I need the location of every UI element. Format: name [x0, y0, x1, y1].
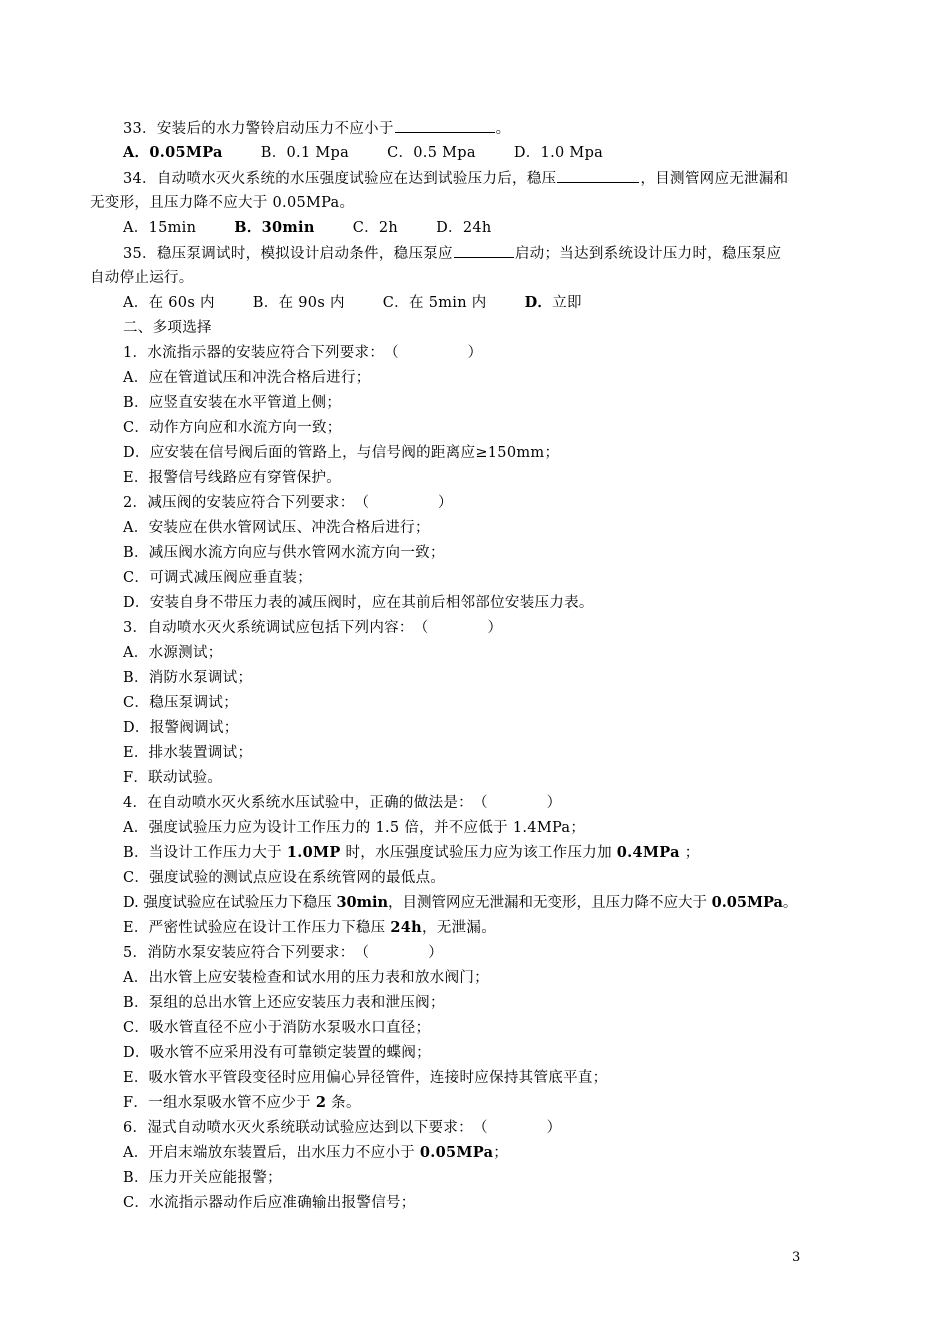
q33-option-c: C．0.5 Mpa	[387, 145, 476, 161]
q34-options	[123, 218, 530, 238]
q34-stem-a: 34．自动喷水灭火系统的水压强度试验应在达到试验压力后，稳压	[123, 171, 557, 187]
q34-option-d: D．24h	[436, 220, 492, 236]
mq3-item-c: C．稳压泵调试；	[123, 695, 238, 711]
q33-option-d: D．1.0 Mpa	[513, 145, 604, 161]
mq3-stem: 3．自动喷水灭火系统调试应包括下列内容：（ ）	[123, 620, 503, 636]
mq1-item-c: C．动作方向应和水流方向一致；	[123, 420, 342, 436]
mq3-item-e: E．排水装置调试；	[123, 745, 253, 761]
mq6-item-b: B．压力开关应能报警；	[123, 1170, 282, 1186]
q35-stem-line2: 自动停止运行。	[90, 270, 194, 286]
mq3-item-f: F．联动试验。	[123, 770, 223, 786]
mq4-item-a: A．强度试验压力应为设计工作压力的 1.5 倍，并不应低于 1.4MPa；	[123, 820, 586, 836]
mq6-stem: 6．湿式自动喷水灭火系统联动试验应达到以下要求：（ ）	[123, 1120, 562, 1136]
q33-option-b: B．0.1 Mpa	[260, 145, 350, 161]
q34-stem-b: ，目测管网应无泄漏和	[640, 171, 789, 187]
mq1-stem: 1．水流指示器的安装应符合下列要求：（ ）	[123, 345, 483, 361]
question-35	[123, 243, 781, 264]
q35-stem-a: 35．稳压泵调试时，模拟设计启动条件，稳压泵应	[123, 246, 453, 262]
mq2-item-c: C．可调式减压阀应垂直装；	[123, 570, 312, 586]
mq1-item-a: A．应在管道试压和冲洗合格后进行；	[123, 370, 371, 386]
mq3-item-d: D．报警阀调试；	[123, 720, 239, 736]
q33-option-a: A．0.05MPa	[123, 144, 223, 161]
q35-options	[123, 293, 620, 313]
q35-option-b: B．在 90s 内	[252, 295, 345, 311]
question-34	[123, 168, 788, 189]
mq3-item-a: A．水源测试；	[123, 645, 223, 661]
mq5-item-f: F．一组水泵吸水管不应少于 2 条。	[123, 1094, 361, 1111]
mq4-item-b: B．当设计工作压力大于 1.0MP 时，水压强度试验压力应为该工作压力加 0.4MPa ；	[123, 844, 700, 861]
q35-blank	[454, 243, 514, 258]
q34-option-b: B．30min	[234, 219, 315, 236]
mq5-item-b: B．泵组的总出水管上还应安装压力表和泄压阀；	[123, 995, 445, 1011]
mq2-stem: 2．减压阀的安装应符合下列要求：（ ）	[123, 495, 453, 511]
q33-stem-end: 。	[495, 121, 511, 137]
q35-stem-b: 启动；当达到系统设计压力时，稳压泵应	[514, 246, 782, 262]
mq6-item-a: A．开启末端放东装置后，出水压力不应小于 0.05MPa；	[123, 1144, 509, 1161]
mq4-stem: 4．在自动喷水灭火系统水压试验中，正确的做法是：（ ）	[123, 795, 562, 811]
mq4-item-c: C．强度试验的测试点应设在系统管网的最低点。	[123, 870, 446, 886]
mq4-item-e: E．严密性试验应在设计工作压力下稳压 24h，无泄漏。	[123, 919, 497, 936]
q33-stem: 33．安装后的水力警铃启动压力不应小于	[123, 121, 394, 137]
mq3-item-b: B．消防水泵调试；	[123, 670, 253, 686]
mq5-item-a: A．出水管上应安装检查和试水用的压力表和放水阀门；	[123, 970, 489, 986]
q34-option-a: A．15min	[123, 220, 197, 236]
mq2-item-a: A．安装应在供水管网试压、冲洗合格后进行；	[123, 520, 430, 536]
mq1-item-b: B．应竖直安装在水平管道上侧；	[123, 395, 342, 411]
mq5-stem: 5．消防水泵安装应符合下列要求：（ ）	[123, 945, 444, 961]
q34-option-c: C．2h	[352, 220, 399, 236]
mq4-item-d: D. 强度试验应在试验压力下稳压 30min，目测管网应无泄漏和无变形，且压力降不应大于 0.05MPa。	[123, 894, 798, 911]
q35-option-c: C．在 5min 内	[382, 295, 487, 311]
mq1-item-e: E．报警信号线路应有穿管保护。	[123, 470, 342, 486]
q35-option-d: D．立即	[524, 294, 582, 311]
mq2-item-b: B．减压阀水流方向应与供水管网水流方向一致；	[123, 545, 445, 561]
q33-blank	[395, 118, 495, 133]
q35-option-a: A．在 60s 内	[123, 295, 215, 311]
mq1-item-d: D．应安装在信号阀后面的管路上，与信号阀的距离应≥150mm；	[123, 445, 560, 461]
question-33	[123, 118, 510, 139]
q33-options	[123, 143, 641, 163]
mq2-item-d: D．安装自身不带压力表的减压阀时，应在其前后相邻部位安装压力表。	[123, 595, 594, 611]
mq6-item-c: C．水流指示器动作后应准确输出报警信号；	[123, 1195, 416, 1211]
q34-stem-line2: 无变形，且压力降不应大于 0.05MPa。	[90, 195, 355, 211]
mq5-item-c: C．吸水管直径不应小于消防水泵吸水口直径；	[123, 1020, 431, 1036]
q34-blank	[557, 168, 639, 183]
mq5-item-e: E．吸水管水平管段变径时应用偏心异径管件，连接时应保持其管底平直；	[123, 1070, 608, 1086]
section-heading-multiple-choice: 二、多项选择	[123, 320, 212, 336]
page-number: 3	[792, 1250, 801, 1265]
mq5-item-d: D．吸水管不应采用没有可靠锁定装置的蝶阀；	[123, 1045, 431, 1061]
